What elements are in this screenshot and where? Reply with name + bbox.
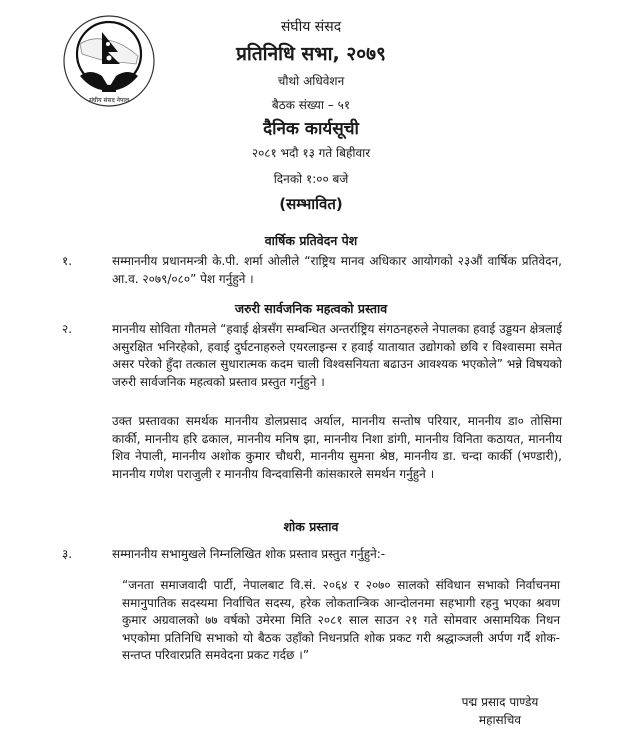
parliament-name: संघीय संसद: [280, 19, 342, 35]
item-number: २.: [62, 322, 73, 336]
signatory-title: महासचिव: [478, 713, 522, 727]
logo-caption: संघीय संसद नेपाल: [88, 97, 130, 104]
condolence-quote: “जनता समाजवादी पार्टी, नेपालबाट वि.सं. २०६४ र २०७० सालको संविधान सभाको निर्वाचनमा समानुपातिक सदस्यमा निर्वाचित सदस्य, हरेक लोकतान्त्रिक आन्दोलनमा सहभागी रहनु भएका श्रवण कुमार अग्रवालको ७७ वर्षको उमेरमा मिति २०८१ साल साउन २१ गते सोमवार असामयिक निधन भएकोमा प्रतिनिधि सभाको यो बैठक उहाँको निधनप्रति शोक प्रकट गरी श्रद्धाञ्जली अर्पण गर्दै शोक-सन्तप्त परिवारप्रति समवेदना प्रकट गर्दछ ।”: [122, 578, 560, 662]
agenda-item-3: [62, 546, 562, 564]
item-text: सम्माननीय प्रधानमन्त्री के.पी. शर्मा ओलीले “राष्ट्रिय मानव अधिकार आयोगको २३औं वार्षिक प्रतिवेदन, आ.व. २०७९/०८०” पेश गर्नुहुने ।: [112, 254, 562, 286]
item-text: माननीय सोविता गौतमले “हवाई क्षेत्रसँग सम्बन्धित अन्तर्राष्ट्रिय संगठनहरुले नेपालका हवाई उड्डयन क्षेत्रलाई असुरक्षित भनिरहेको, हवाई दुर्घटनाहरुले एयरलाइन्स र हवाई यातायात उद्योगको छवि र विश्वासमा समेत असर परेको हुँदा तत्काल सुधारात्मक कदम चाली विश्वसनियता बढाउन आवश्यक भएकोले” भन्ने विषयको जरुरी सार्वजनिक महत्वको प्रस्ताव प्रस्तुत गर्नुहुने ।: [112, 322, 562, 389]
section-heading-condolence: शोक प्रस्ताव: [283, 519, 339, 534]
supporters-paragraph: उक्त प्रस्तावका समर्थक माननीय डोलप्रसाद अर्याल, माननीय सन्तोष परियार, माननीय डा० तोसिमा कार्की, माननीय हरि ढकाल, माननीय मनिष झा, माननीय निशा डांगी, माननीय विनिता कठायत, माननीय शिव नेपाली, माननीय अशोक कुमार चौधरी, माननीय सुमना श्रेष्ठ, माननीय डा. चन्दा कार्की (भण्डारी), माननीय गणेश पराजुली र माननीय विन्दवासिनी कांसकारले समर्थन गर्नुहुने ।: [112, 414, 562, 481]
house-name: प्रतिनिधि सभा, २०७९: [236, 43, 386, 65]
agenda-date: २०८१ भदौ १३ गते बिहीवार: [251, 146, 371, 160]
agenda-item-2: [62, 321, 562, 391]
item-number: १.: [62, 254, 73, 268]
section-heading-urgent-motion: जरुरी सार्वजनिक महत्वको प्रस्ताव: [234, 301, 388, 316]
signatory-name: पद्म प्रसाद पाण्डेय: [461, 695, 539, 709]
meeting-number: बैठक संख्या – ५१: [271, 98, 351, 112]
agenda-title: दैनिक कार्यसूची: [263, 119, 359, 139]
agenda-status: (सम्भावित): [279, 195, 343, 213]
section-heading-annual-report: वार्षिक प्रतिवेदन पेश: [264, 233, 358, 248]
item-number: ३.: [62, 547, 73, 561]
agenda-item-1: [62, 253, 562, 288]
agenda-time: दिनको १:०० बजे: [273, 172, 349, 186]
item-text: सम्माननीय सभामुखले निम्नलिखित शोक प्रस्ताव प्रस्तुत गर्नुहुने:-: [112, 547, 386, 561]
session-label: चौथो अधिवेशन: [277, 74, 345, 88]
